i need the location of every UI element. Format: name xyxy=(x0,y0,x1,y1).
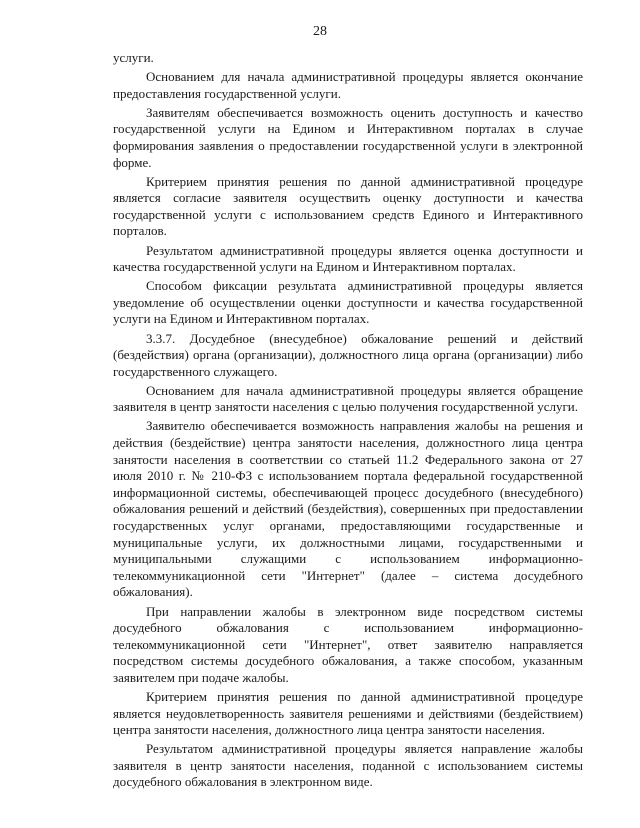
paragraph-complaint-criterion: Критерием принятия решения по данной административной процедуре является неудовлетворенность заявителя решениями и действиями (бездействием) центра занятости населения, должностного лица центра занятости населения. xyxy=(113,688,583,738)
paragraph-complaint-opportunity: Заявителю обеспечивается возможность направления жалобы на решения и действия (бездействие) центра занятости населения, должностного лица центра занятости населения в соответствии со статьей 11.2 Федерального закона от 27 июля 2010 г. № 210-ФЗ с использованием портала федеральной государственной информационной системы, обеспечивающей процесс досудебного (внесудебного) обжалования решений и действий (бездействия), совершенных при предоставлении государственных услуг органами, предоставляющими государственные и муниципальные услуги, их должностными лицами, государственными и муниципальными служащими с использованием информационно-телекоммуникационной сети "Интернет" (далее – система досудебного обжалования). xyxy=(113,418,583,600)
paragraph-result-assessment: Результатом административной процедуры является оценка доступности и качества государственной услуги на Едином и Интерактивном порталах. xyxy=(113,242,583,275)
paragraph-continuation: услуги. xyxy=(113,50,154,65)
document-body xyxy=(113,50,583,794)
paragraph-assessment-opportunity: Заявителям обеспечивается возможность оценить доступность и качество государственной услуги на Едином и Интерактивном порталах в случае формирования заявления о предоставлении государственной услуги в электронной форме. xyxy=(113,104,583,170)
paragraph-basis-appeal: Основанием для начала административной процедуры является обращение заявителя в центр занятости населения с целью получения государственной услуги. xyxy=(113,382,583,415)
paragraph-fixation-method: Способом фиксации результата административной процедуры является уведомление об осуществлении оценки доступности и качества государственной услуги на Едином и Интерактивном порталах. xyxy=(113,278,583,327)
paragraph-decision-criterion: Критерием принятия решения по данной административной процедуре является согласие заявителя осуществить оценку доступности и качества государственной услуги с использованием средств Единого и Интерактивного порталов. xyxy=(113,173,583,239)
paragraph-complaint-result: Результатом административной процедуры является направление жалобы заявителя в центр занятости населения, поданной с использованием системы досудебного обжалования в электронном виде. xyxy=(113,741,583,790)
section-heading-3-3-7: 3.3.7. Досудебное (внесудебное) обжалование решений и действий (бездействия) органа (организации), должностного лица органа (организации) либо государственного служащего. xyxy=(113,330,583,379)
page-number: 28 xyxy=(313,24,327,39)
paragraph-electronic-complaint: При направлении жалобы в электронном виде посредством системы досудебного обжалования с использованием информационно-телекоммуникационной сети "Интернет", ответ заявителю направляется посредством системы досудебного обжалования, а также способом, указанным заявителем при подаче жалобы. xyxy=(113,603,583,685)
paragraph-basis-completion: Основанием для начала административной процедуры является окончание предоставления государственной услуги. xyxy=(113,69,583,101)
